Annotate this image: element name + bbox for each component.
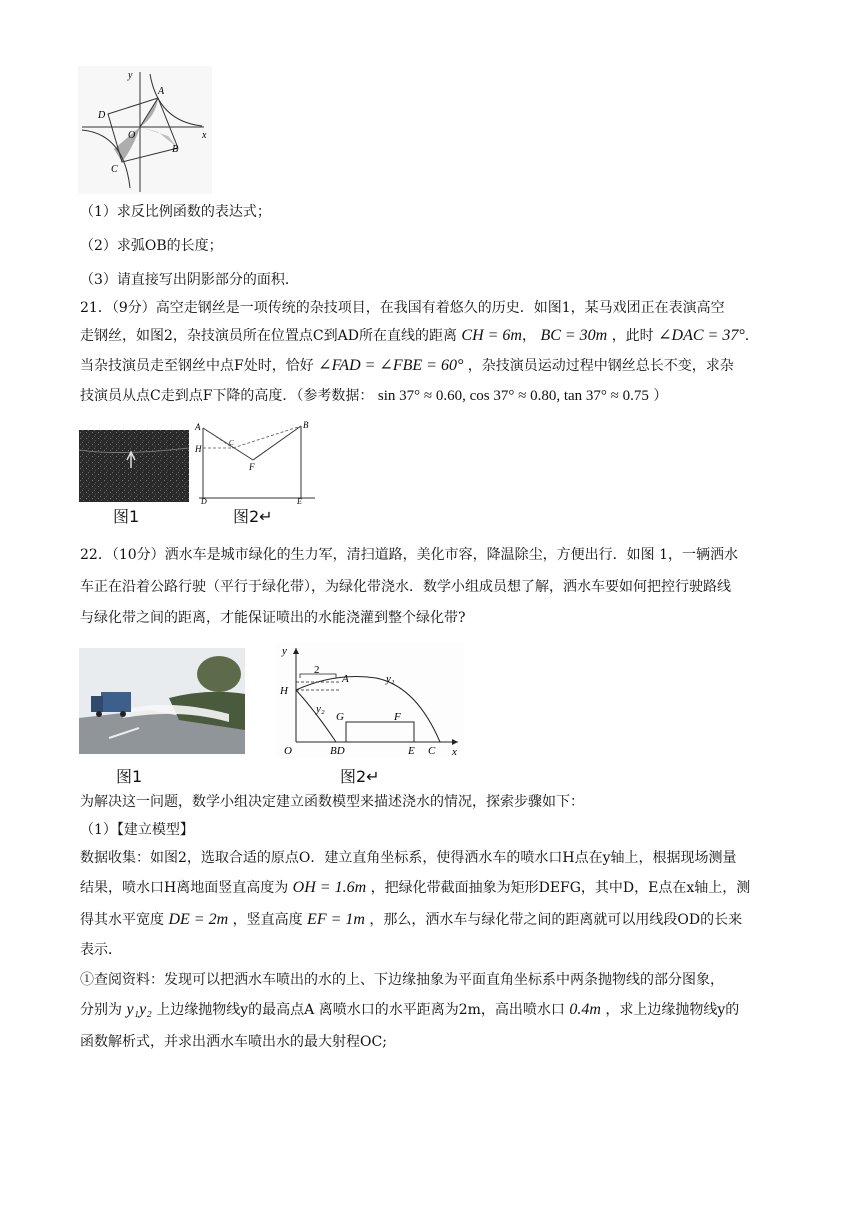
q22-line9: 表示． (80, 942, 122, 958)
q21-line3-text-b: ，杂技演员运动过程中钢丝总长不变，求杂 (467, 358, 734, 374)
label-y1: y₁ (386, 673, 395, 685)
label-b: B (303, 420, 309, 430)
wire-cb-dashed (233, 426, 301, 448)
wire-af (203, 428, 253, 460)
q22-line11 (80, 1000, 739, 1020)
q22-line1: 22．（10分）洒水车是城市绿化的生力军，清扫道路，美化市容，降温除尘，方便出行．如图 1，一辆洒水 (80, 547, 738, 563)
q22-line8 (80, 910, 742, 930)
q22-line10: ①查阅资料：发现可以把洒水车喷出的水的上、下边缘抽象为平面直角坐标系中两条抛物线的部分图象， (80, 972, 724, 988)
q21-line4 (80, 386, 667, 406)
wire-fb (253, 426, 301, 460)
label-h: H (195, 444, 202, 454)
q22-line11-text-c: ，求上边缘抛物线y的 (605, 1002, 740, 1018)
q22-line4: 为解决这一问题，数学小组决定建立函数模型来描述浇水的情况，探索步骤如下： (80, 794, 584, 810)
label-c: C (428, 745, 436, 757)
label-b: B (172, 144, 179, 155)
q22-height-value: 0.4m (569, 1001, 601, 1018)
q21-ch-value: CH = 6m (461, 327, 522, 344)
q22-line7 (80, 878, 750, 898)
q22-y1y2: y₁y₂ (126, 1001, 152, 1018)
label-a: A (342, 673, 349, 685)
q22-line2: 车正在沿着公路行驶（平行于绿化带），为绿化带浇水．数学小组成员想了解，洒水车要如何把控行驶路线 (80, 579, 731, 595)
q21-reference-data: sin 37° ≈ 0.60, cos 37° ≈ 0.80, tan 37° ≈ 0.75 (377, 388, 649, 404)
q22-fig2-caption: 图2↵ (340, 767, 380, 786)
q21-fig1-caption: 图1 (113, 507, 140, 526)
q21-bc-value: BC = 30m (540, 327, 608, 344)
q22-line8-text-c: ，那么，洒水车与绿化带之间的距离就可以用线段OD的长来 (369, 912, 743, 928)
q21-line2-text-a: 走钢丝，如图2，杂技演员所在位置点C到AD所在直线的距离 (80, 328, 457, 344)
label-g: G (336, 711, 344, 723)
q20-part3: （3）请直接写出阴影部分的面积． (80, 272, 299, 288)
label-o: O (128, 130, 136, 141)
q22-line7-text-a: 结果，喷水口H离地面竖直高度为 (80, 880, 289, 896)
label-e: E (297, 497, 302, 504)
q21-line2: 走钢丝，如图2，杂技演员所在位置点C到AD所在直线的距离 CH = 6m， BC = 30m ，此时 ∠DAC = 37°. (80, 327, 750, 344)
label-c: C (111, 164, 118, 175)
label-2: 2 (314, 664, 320, 676)
q21-photo-figure1 (79, 430, 189, 502)
q22-line6: 数据收集：如图2，选取合适的原点O．建立直角坐标系，使得洒水车的喷水口H点在y轴上，根据现场测量 (80, 850, 737, 866)
label-o: O (284, 745, 292, 757)
label-d: D (98, 110, 106, 121)
label-c: C (229, 439, 234, 447)
q21-line3-text-a: 当杂技演员走至钢丝中点F处时，恰好 (80, 358, 314, 374)
q21-geometry-figure2 (193, 418, 323, 504)
label-y: y (282, 645, 287, 657)
q22-line8-text-a: 得其水平宽度 (80, 912, 164, 928)
label-e: E (408, 745, 415, 757)
q21-line2-text-b: ，此时 (611, 328, 654, 344)
label-y2: y₂ (316, 703, 325, 715)
q22-de-value: DE = 2m (168, 911, 229, 928)
label-h: H (280, 685, 288, 697)
q22-fig1-caption: 图1 (116, 767, 143, 786)
label-f: F (249, 462, 255, 472)
label-bd: BD (330, 745, 345, 757)
q21-line1: 21．（9分）高空走钢丝是一项传统的杂技项目，在我国有着悠久的历史．如图1，某马戏团正在表演高空 (80, 300, 725, 316)
q20-part1: （1）求反比例函数的表达式； (80, 204, 271, 220)
q21-line4-text-b: ） (653, 388, 668, 404)
q22-line3: 与绿化带之间的距离，才能保证喷出的水能浇灌到整个绿化带? (80, 610, 466, 626)
label-x: x (452, 746, 457, 758)
q20-figure (78, 66, 212, 194)
q22-line5: （1）【建立模型】 (80, 822, 194, 838)
label-y: y (128, 70, 133, 81)
q22-ef-value: EF = 1m (307, 911, 365, 928)
q22-line12: 函数解析式，并求出洒水车喷出水的最大射程OC; (80, 1034, 387, 1050)
label-a: A (158, 86, 165, 97)
q22-photo-figure1 (79, 648, 245, 754)
label-x: x (202, 130, 207, 141)
q21-line4-text-a: 技演员从点C走到点F下降的高度．（参考数据： (80, 388, 374, 404)
label-d: D (201, 497, 207, 504)
q20-part2: （2）求弧OB的长度； (80, 238, 223, 254)
label-f: F (394, 711, 401, 723)
label-a: A (195, 422, 201, 432)
q22-line7-text-b: ，把绿化带截面抽象为矩形DEFG，其中D，E点在x轴上，测 (370, 880, 751, 896)
q21-fig2-caption: 图2↵ (233, 507, 273, 526)
q22-oh-value: OH = 1.6m (292, 879, 367, 896)
q22-line11-text-b: 上边缘抛物线y的最高点A 离喷水口的水平距离为2m，高出喷水口 (156, 1002, 565, 1018)
q22-line11-text-a: 分别为 (80, 1002, 122, 1018)
q21-line3 (80, 356, 734, 376)
q21-angle-dac: ∠DAC = 37° (658, 327, 745, 344)
q21-angle-fad: ∠FAD = ∠FBE = 60° (318, 357, 464, 374)
q22-line8-text-b: ，竖直高度 (232, 912, 303, 928)
q22-parabola-figure2 (276, 642, 464, 758)
